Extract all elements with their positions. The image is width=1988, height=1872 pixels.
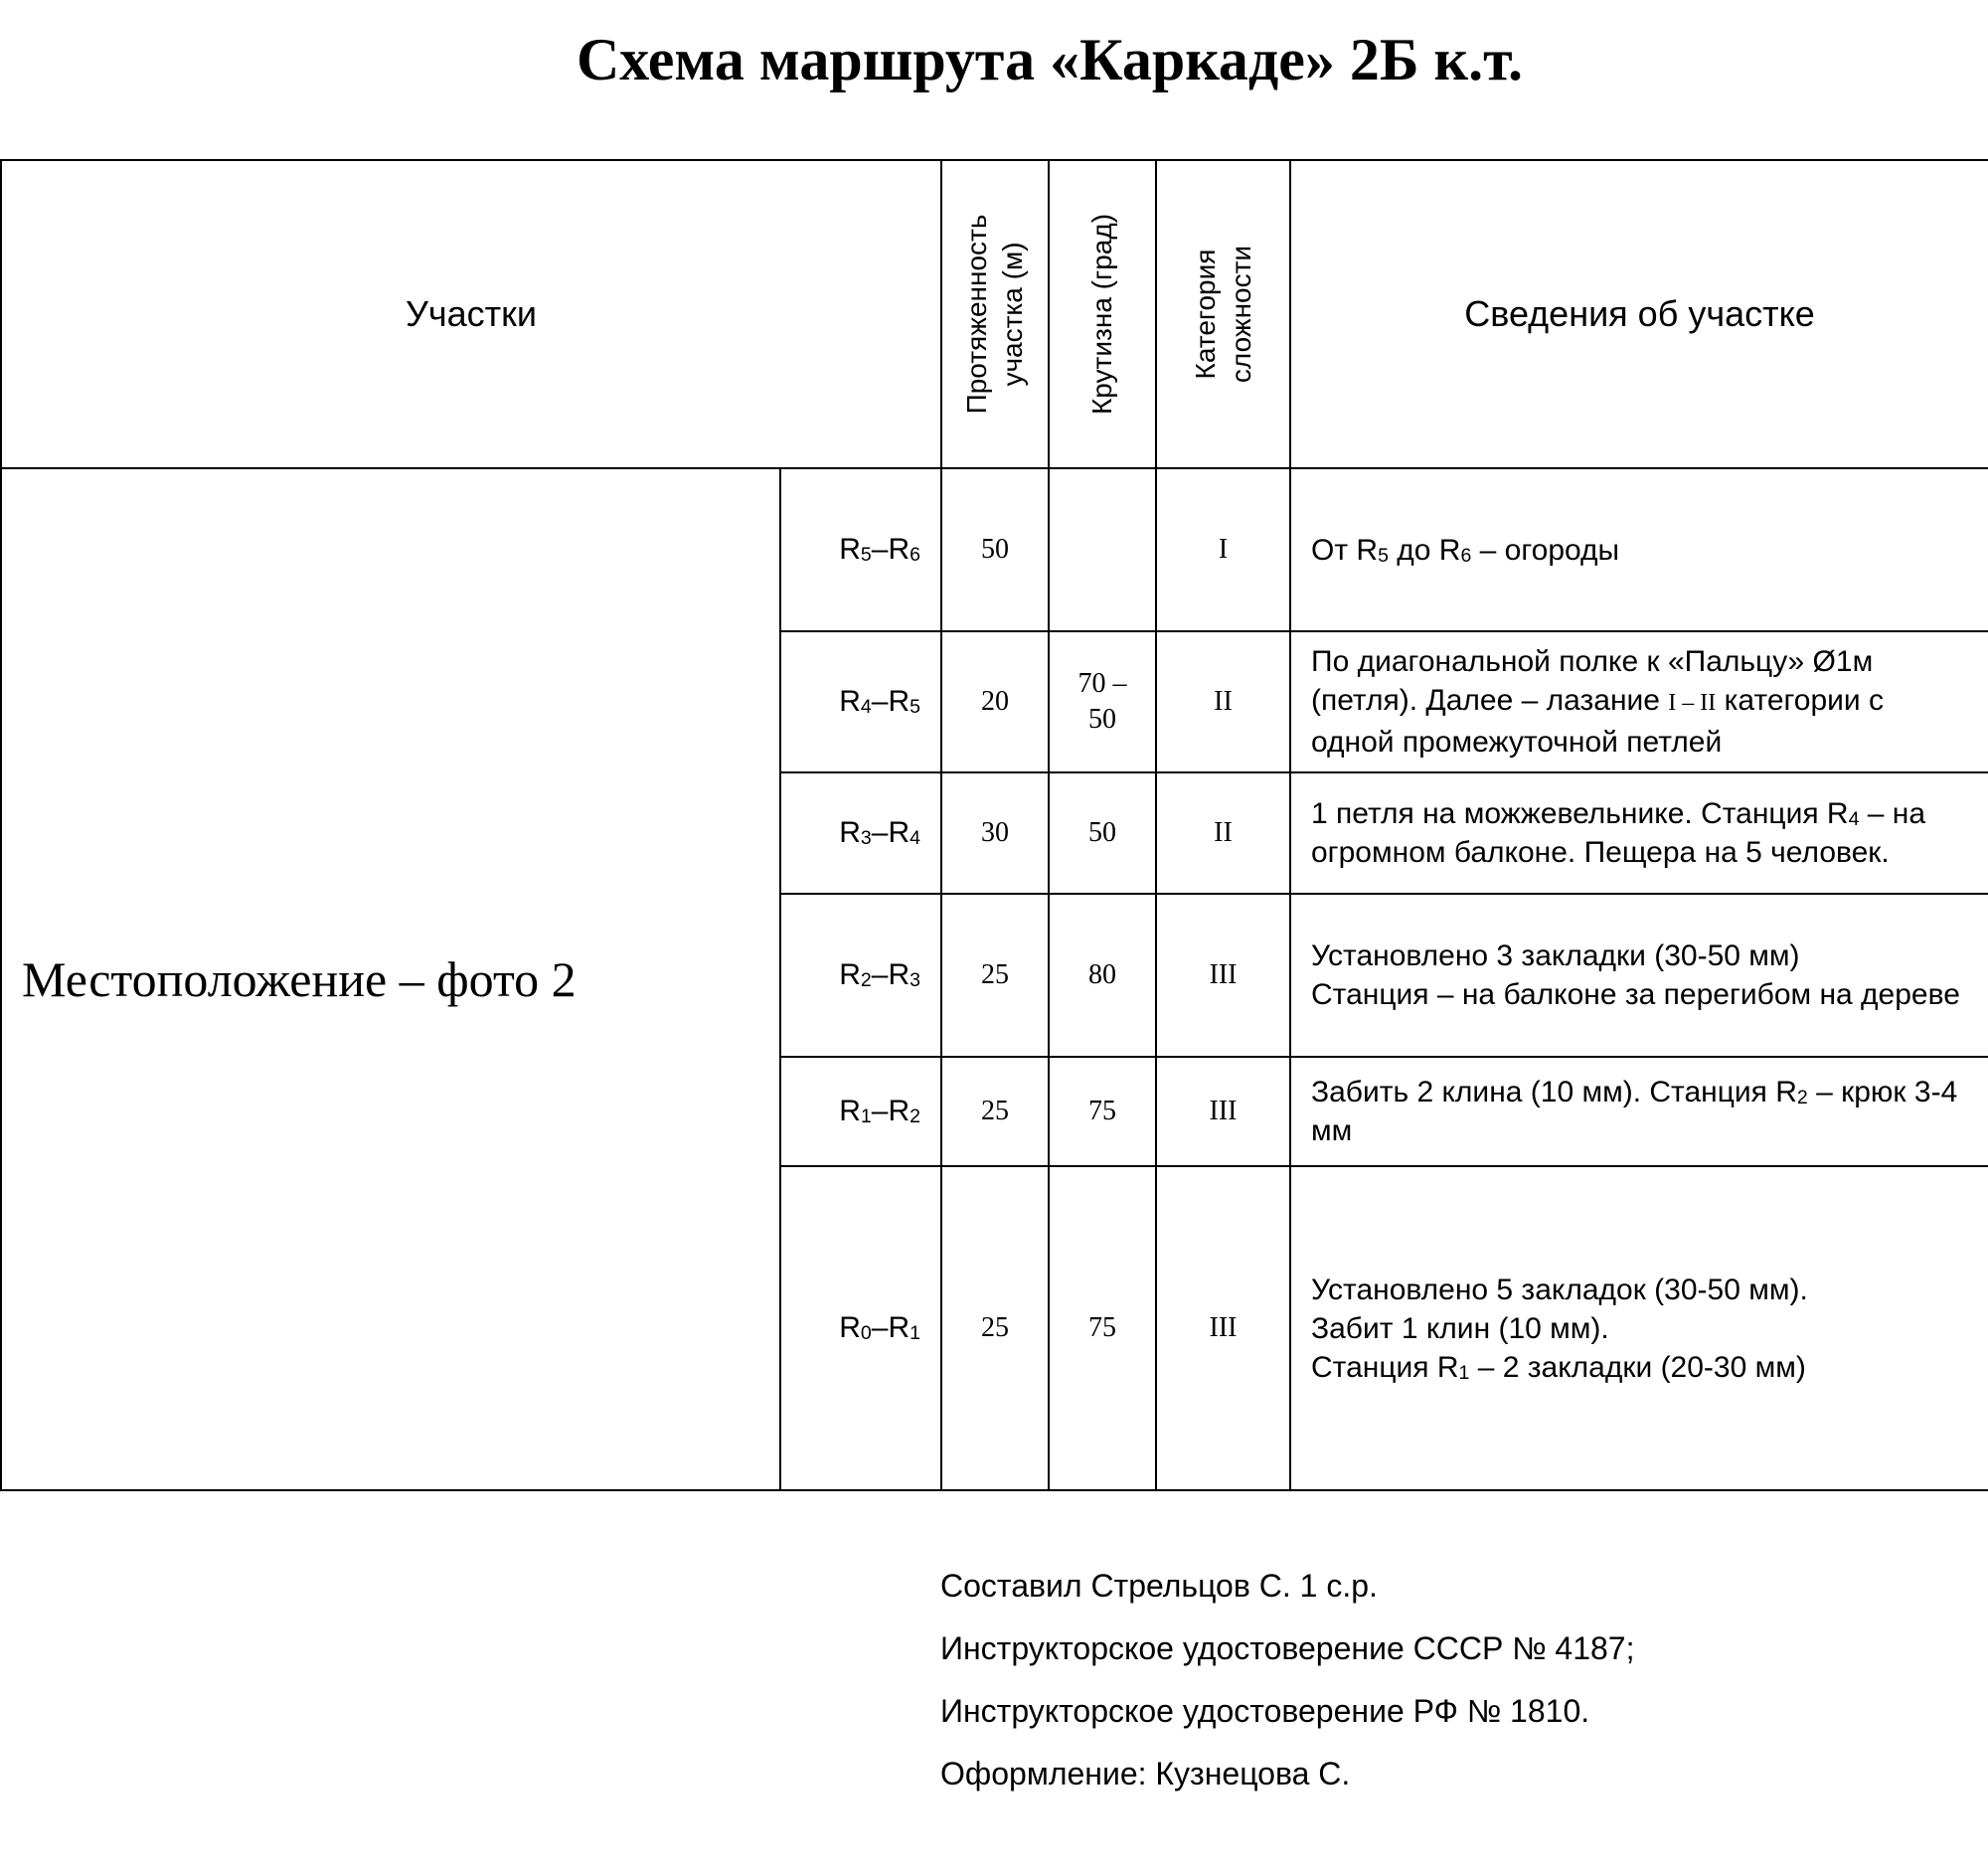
segment-cell: $R_0-R_1$: [780, 1166, 941, 1490]
header-steepness: [1049, 160, 1156, 468]
info-cell: От $R_5$ до $R_6$ – огороды: [1290, 468, 1988, 631]
table-row: [1, 468, 1988, 631]
length-cell: 50: [941, 468, 1049, 631]
header-category: [1156, 160, 1290, 468]
segment-cell: $R_1-R_2$: [780, 1057, 941, 1166]
location-cell: Местоположение – фото 2: [1, 468, 780, 1490]
credit-rf-certificate: Инструкторское удостоверение РФ № 1810.: [940, 1693, 1590, 1729]
category-cell: III: [1156, 894, 1290, 1057]
header-category-label: Категория сложности: [1189, 245, 1256, 384]
header-length: [941, 160, 1049, 468]
category-cell: III: [1156, 1166, 1290, 1490]
steepness-cell: 70 – 50: [1049, 631, 1156, 772]
info-cell: Установлено 5 закладок (30-50 мм). Забит 1 клин (10 мм). Станция $R_1 - 2$ закладки (20-30 мм): [1290, 1166, 1988, 1490]
steepness-cell: 50: [1049, 772, 1156, 894]
steepness-cell: 80: [1049, 894, 1156, 1057]
segment-cell: $R_4-R_5$: [780, 631, 941, 772]
length-cell: 25: [941, 1057, 1049, 1166]
length-cell: 20: [941, 631, 1049, 772]
length-cell: 30: [941, 772, 1049, 894]
route-table: [0, 159, 1988, 1491]
steepness-cell: 75: [1049, 1057, 1156, 1166]
table-header-row: [1, 160, 1988, 468]
segment-cell: $R_3-R_4$: [780, 772, 941, 894]
segment-cell: $R_5-R_6$: [780, 468, 941, 631]
info-cell: Установлено 3 закладки (30-50 мм) Станция – на балконе за перегибом на дереве: [1290, 894, 1988, 1057]
info-cell: 1 петля на можжевельнике. Станция $R_4$ – на огромном балконе. Пещера на 5 человек.: [1290, 772, 1988, 894]
info-cell: Забить 2 клина (10 мм). Станция $R_2$ – крюк 3-4 мм: [1290, 1057, 1988, 1166]
credit-ussr-certificate: Инструкторское удостоверение СССР № 4187;: [940, 1630, 1635, 1666]
credit-author: Составил Стрельцов С. 1 с.р.: [940, 1568, 1378, 1604]
header-info: Сведения об участке: [1290, 160, 1988, 468]
page-title: Схема маршрута «Каркаде» 2Б к.т.: [576, 27, 1524, 92]
header-steepness-label: Крутизна (град): [1086, 213, 1117, 416]
segment-cell: $R_2-R_3$: [780, 894, 941, 1057]
category-cell: II: [1156, 772, 1290, 894]
length-cell: 25: [941, 894, 1049, 1057]
category-cell: III: [1156, 1057, 1290, 1166]
header-length-label: Протяженность участка (м): [961, 214, 1028, 415]
steepness-cell: [1049, 468, 1156, 631]
steepness-cell: 75: [1049, 1166, 1156, 1490]
category-cell: I: [1156, 468, 1290, 631]
length-cell: 25: [941, 1166, 1049, 1490]
credit-design: Оформление: Кузнецова С.: [940, 1756, 1351, 1791]
credits-block: [940, 1566, 1634, 1816]
header-sections: Участки: [1, 160, 941, 468]
info-cell: По диагональной полке к «Пальцу» Ø1м (петля). Далее – лазание I – II категории с одной промежуточной петлей: [1290, 631, 1988, 772]
category-cell: II: [1156, 631, 1290, 772]
